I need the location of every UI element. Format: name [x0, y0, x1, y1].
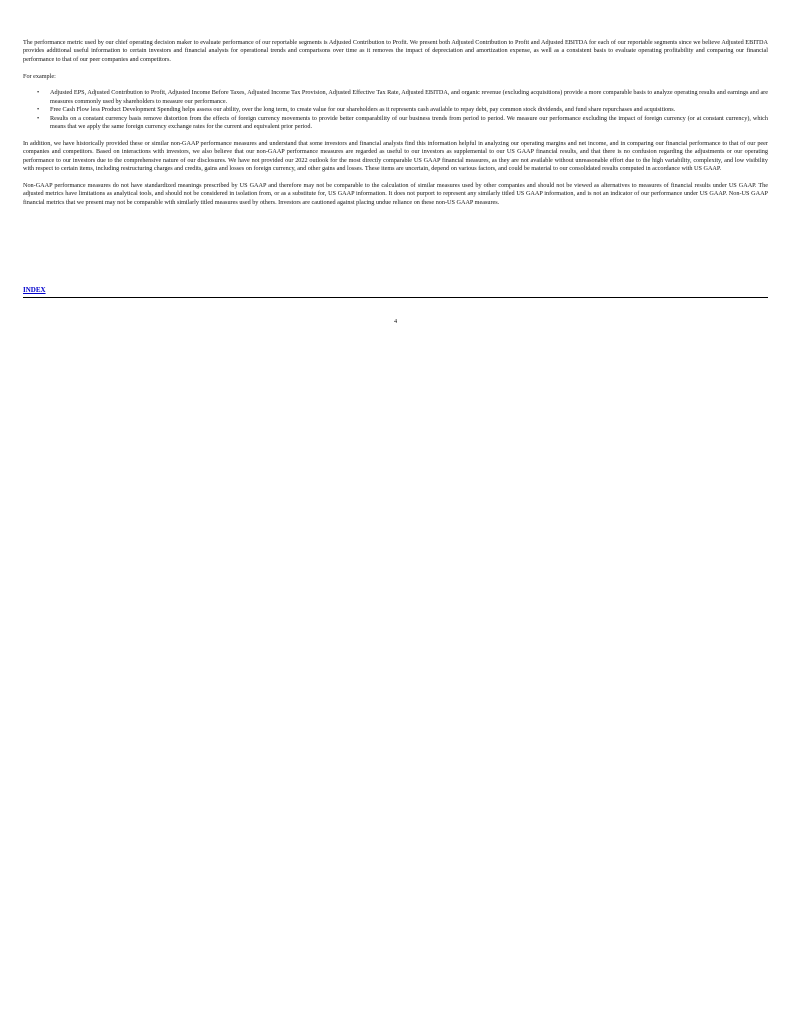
list-item: [37, 106, 768, 114]
page-number: 4: [393, 318, 398, 325]
paragraph-historical-measures: In addition, we have historically provided these or similar non-GAAP performance measures and understand that some investors and financial analysts find this information helpful in analyzing our operating margins and net income, and in comparing our financial performance to that of our peer companies and competitors. Based on interactions with investors, we also believe that our non-GAAP performance measures are regarded as useful to our investors as supplemental to our US GAAP financial results, and that there is no confusion regarding the adjustments or our operating performance to our investors due to the comprehensive nature of our disclosures. We have not provided our 2022 outlook for the most directly comparable US GAAP financial measures, as they are not available without unreasonable effort due to the high variability, complexity, and low visibility with respect to certain items, including restructuring charges and credits, gains and losses on foreign currency, and other gains and losses. These items are uncertain, depend on various factors, and could be material to our consolidated results computed in accordance with US GAAP.: [23, 139, 768, 173]
bullet-text: Results on a constant currency basis remove distortion from the effects of foreign currency movements to provide better comparability of our business trends from period to period. We measure our performance excluding the impact of foreign currency (or at constant currency), which means that we apply the same foreign currency exchange rates for the current and equivalent prior period.: [50, 114, 768, 131]
index-link[interactable]: INDEX: [23, 286, 46, 294]
paragraph-for-example: For example:: [23, 72, 56, 80]
bullet-icon: •: [37, 89, 40, 97]
bullet-icon: •: [37, 106, 40, 114]
paragraph-non-gaap-limitations: Non-GAAP performance measures do not have standardized meanings prescribed by US GAAP and therefore may not be comparable to the calculation of similar measures used by other companies and should not be viewed as alternatives to measures of financial results under US GAAP. The adjusted metrics have limitations as analytical tools, and should not be considered in isolation from, or as a substitute for, US GAAP information. It does not purport to represent any similarly titled US GAAP information, and is not an indicator of our performance under US GAAP. Non-US GAAP financial metrics that we present may not be comparable with similarly titled measures used by others. Investors are cautioned against placing undue reliance on these non-US GAAP measures.: [23, 181, 768, 206]
footer-divider: [23, 297, 768, 298]
list-item: [37, 114, 768, 132]
list-item: [37, 89, 768, 106]
bullet-text: Free Cash Flow less Product Development Spending helps assess our ability, over the long term, to create value for our shareholders as it represents cash available to repay debt, pay common stock dividends, and fund share repurchases and acquisitions.: [50, 106, 676, 114]
bullet-text: Adjusted EPS, Adjusted Contribution to Profit, Adjusted Income Before Taxes, Adjusted Income Tax Provision, Adjusted Effective Tax Rate, Adjusted EBITDA, and organic revenue (excluding acquisitions) provide a more comparable basis to analyze operating results and earnings and are measures commonly used by shareholders to measure our performance.: [50, 89, 768, 105]
bullet-icon: •: [37, 114, 40, 122]
bullet-list: [23, 89, 768, 131]
paragraph-performance-metric: The performance metric used by our chief operating decision maker to evaluate performance of our reportable segments is Adjusted Contribution to Profit. We present both Adjusted Contribution to Profit and Adjusted EBITDA for each of our reportable segments since we believe Adjusted EBITDA provides additional useful information to certain investors and financial analysts for operational trends and comparisons over time as it removes the impact of depreciation and amortization expense, as well as a consistent basis to evaluate operating profitability and comparing our financial performance to that of our peer companies and competitors.: [23, 39, 768, 63]
